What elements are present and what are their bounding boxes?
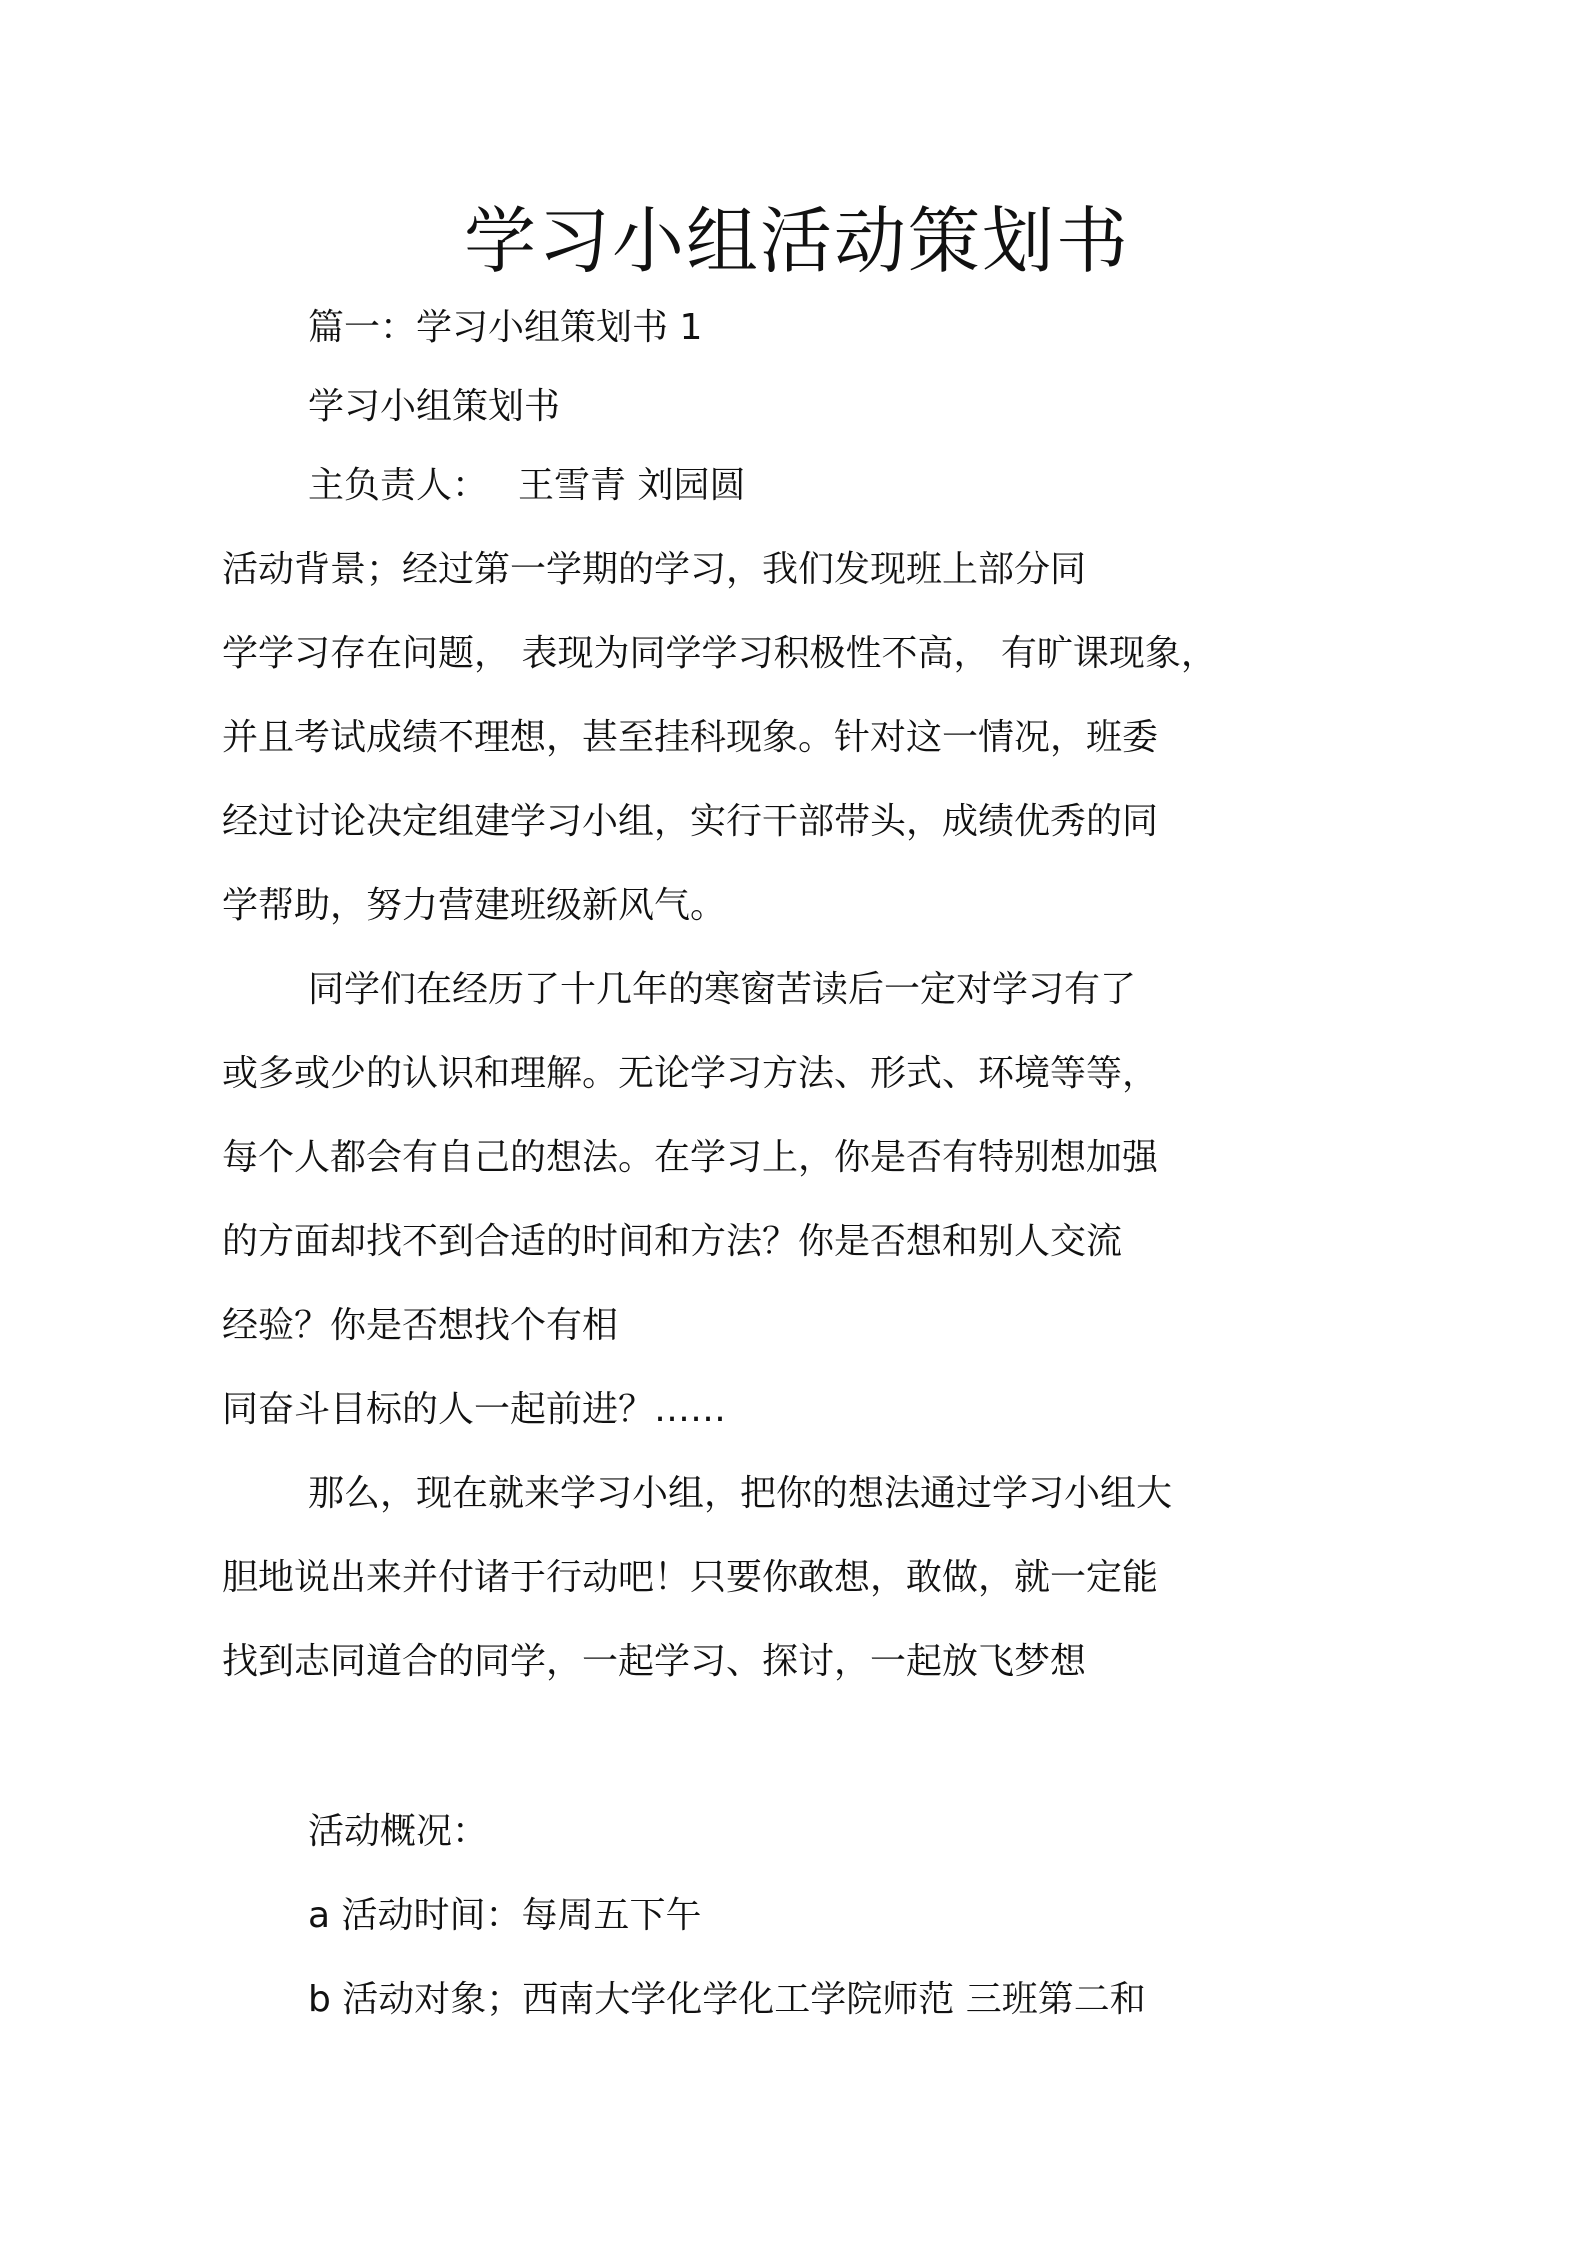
paragraph-line: 并且考试成绩不理想，甚至挂科现象。针对这一情况，班委 bbox=[222, 717, 1159, 758]
leader-label: 主负责人： bbox=[308, 465, 489, 506]
leader-names: 王雪青 刘园圆 bbox=[518, 465, 746, 506]
paragraph-line: 活动背景；经过第一学期的学习，我们发现班上部分同 bbox=[222, 549, 1087, 590]
overview-target: b 活动对象；西南大学化学化工学院师范 三班第二和 bbox=[308, 1979, 1146, 2020]
paragraph-line: 同学们在经历了十几年的寒窗苦读后一定对学习有了 bbox=[308, 969, 1137, 1010]
paragraph-line: 学学习存在问题， 表现为同学学习积极性不高， 有旷课现象， bbox=[222, 633, 1217, 674]
part-label: 篇一：学习小组策划书 1 bbox=[308, 307, 703, 348]
plan-subtitle: 学习小组策划书 bbox=[308, 386, 561, 427]
document-title: 学习小组活动策划书 bbox=[463, 199, 1130, 283]
paragraph-line: 学帮助，努力营建班级新风气。 bbox=[222, 885, 727, 926]
paragraph-line: 经过讨论决定组建学习小组，实行干部带头，成绩优秀的同 bbox=[222, 801, 1159, 842]
paragraph-line: 或多或少的认识和理解。无论学习方法、形式、环境等等， bbox=[222, 1053, 1159, 1094]
paragraph-line: 找到志同道合的同学，一起学习、探讨，一起放飞梦想 bbox=[222, 1641, 1087, 1682]
paragraph-line: 的方面却找不到合适的时间和方法？你是否想和别人交流 bbox=[222, 1221, 1123, 1262]
paragraph-line: 经验？你是否想找个有相 bbox=[222, 1305, 619, 1346]
paragraph-line: 胆地说出来并付诸于行动吧！只要你敢想，敢做，就一定能 bbox=[222, 1557, 1159, 1598]
overview-heading: 活动概况： bbox=[308, 1811, 489, 1852]
overview-time: a 活动时间：每周五下午 bbox=[308, 1895, 702, 1936]
paragraph-line: 每个人都会有自己的想法。在学习上，你是否有特别想加强 bbox=[222, 1137, 1159, 1178]
leader-line bbox=[308, 462, 745, 510]
paragraph-line: 那么，现在就来学习小组，把你的想法通过学习小组大 bbox=[308, 1473, 1173, 1514]
paragraph-line: 同奋斗目标的人一起前进？…… bbox=[222, 1389, 727, 1430]
